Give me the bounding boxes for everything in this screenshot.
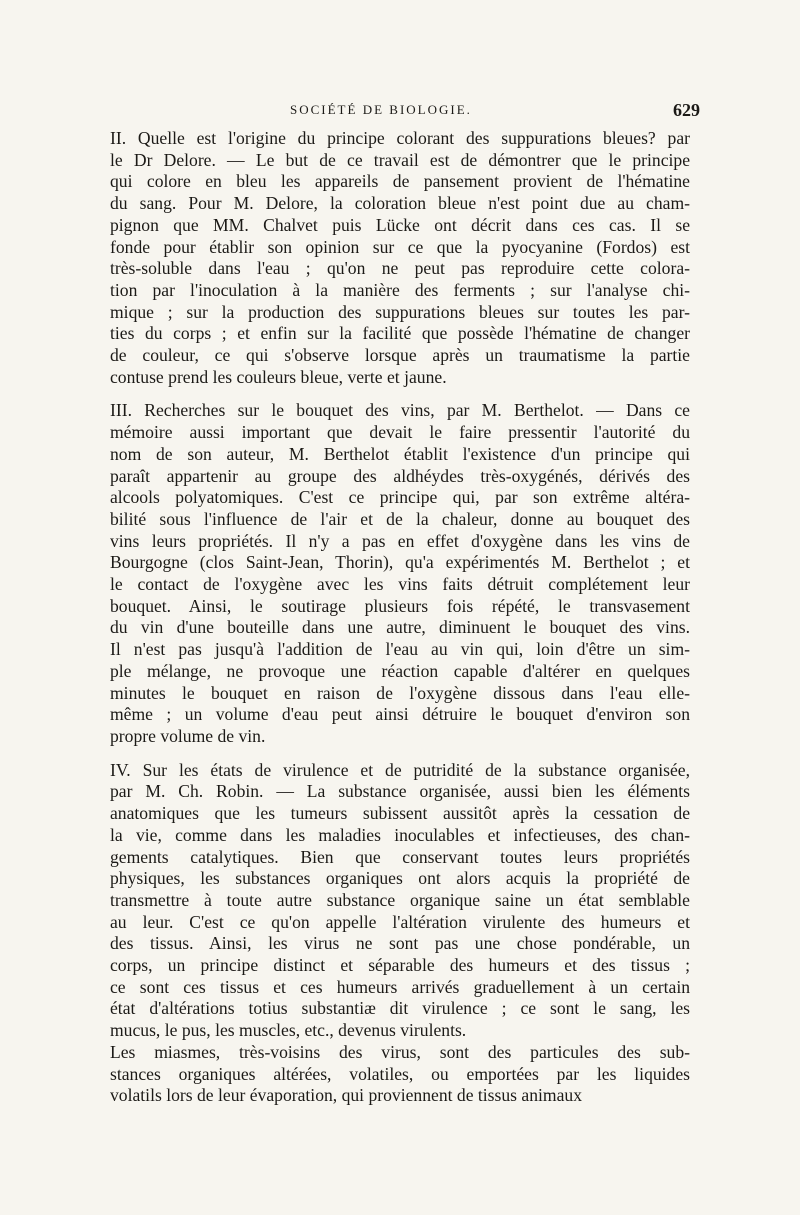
text-line: le contact de l'oxygène avec les vins faits détruit complétement leur [110, 574, 690, 595]
section-iii-paragraph [110, 400, 690, 747]
text-line: très-soluble dans l'eau ; qu'on ne peut pas reproduire cette colora- [110, 258, 690, 279]
text-line: contuse prend les couleurs bleue, verte et jaune. [110, 366, 447, 387]
text-line: mémoire aussi important que devait le faire pressentir l'autorité du [110, 422, 690, 443]
text-line: anatomiques que les tumeurs subissent aussitôt après la cessation de [110, 803, 690, 824]
text-line: paraît appartenir au groupe des aldhéydes très-oxygénés, dérivés des [110, 465, 690, 486]
text-line: bilité sous l'influence de l'air et de la chaleur, donne au bouquet des [110, 508, 690, 529]
text-line: gements catalytiques. Bien que conservant toutes leurs propriétés [110, 846, 690, 867]
text-line: bouquet. Ainsi, le soutirage plusieurs fois répété, le transvasement [110, 595, 690, 616]
text-line: ce sont ces tissus et ces humeurs arrivés graduellement à un certain [110, 976, 690, 997]
text-line: II. Quelle est l'origine du principe colorant des suppurations bleues? par [110, 128, 690, 148]
running-head: SOCIÉTÉ DE BIOLOGIE. [290, 102, 472, 117]
section-iv-paragraph [110, 760, 690, 1042]
text-line: corps, un principe distinct et séparable des humeurs et des tissus ; [110, 955, 690, 976]
text-line: volatils lors de leur évaporation, qui proviennent de tissus animaux [110, 1085, 582, 1106]
text-line: Bourgogne (clos Saint-Jean, Thorin), qu'a expérimentés M. Berthelot ; et [110, 552, 690, 573]
text-line: stances organiques altérées, volatiles, ou emportées par les liquides [110, 1063, 690, 1084]
text-line: le Dr Delore. — Le but de ce travail est de démontrer que le principe [110, 149, 690, 170]
text-line: qui colore en bleu les appareils de pansement provient de l'hématine [110, 171, 690, 192]
page-header [110, 92, 700, 122]
text-line: IV. Sur les états de virulence et de putridité de la substance organisée, [110, 759, 690, 780]
text-line: fonde pour établir son opinion sur ce que la pyocyanine (Fordos) est [110, 236, 690, 257]
text-line: ties du corps ; et enfin sur la facilité que possède l'hématine de changer [110, 323, 690, 344]
text-line: minutes le bouquet en raison de l'oxygène dissous dans l'eau elle- [110, 682, 690, 703]
text-line: au leur. C'est ce qu'on appelle l'altération virulente des humeurs et [110, 911, 690, 932]
text-line: transmettre à toute autre substance organique saine un état semblable [110, 889, 690, 910]
section-ii-paragraph [110, 128, 690, 388]
text-line: physiques, les substances organiques ont alors acquis la propriété de [110, 868, 690, 889]
text-line: Les miasmes, très-voisins des virus, sont des particules des sub- [110, 1041, 690, 1062]
text-line: vins leurs propriétés. Il n'y a pas en effet d'oxygène dans les vins de [110, 530, 690, 551]
text-line: pignon que MM. Chalvet puis Lücke ont décrit dans ces cas. Il se [110, 214, 690, 235]
text-line: alcools polyatomiques. C'est ce principe qui, par son extrême altéra- [110, 487, 690, 508]
text-line: état d'altérations totius substantiæ dit virulence ; ce sont le sang, les [110, 998, 690, 1019]
text-line: ple mélange, ne provoque une réaction capable d'altérer en quelques [110, 660, 690, 681]
text-line: par M. Ch. Robin. — La substance organisée, aussi bien les éléments [110, 781, 690, 802]
page [110, 92, 700, 1107]
page-number: 629 [673, 100, 700, 120]
text-line: du sang. Pour M. Delore, la coloration bleue n'est point due au cham- [110, 193, 690, 214]
text-line: tion par l'inoculation à la manière des ferments ; sur l'analyse chi- [110, 279, 690, 300]
text-line: mique ; sur la production des suppurations bleues sur toutes les par- [110, 301, 690, 322]
text-line: du vin d'une bouteille dans une autre, diminuent le bouquet des vins. [110, 617, 690, 638]
text-line: propre volume de vin. [110, 725, 266, 746]
text-line: mucus, le pus, les muscles, etc., devenus virulents. [110, 1020, 467, 1041]
section-iv-continuation [110, 1042, 690, 1107]
text-line: la vie, comme dans les maladies inoculables et infectieuses, des chan- [110, 824, 690, 845]
text-line: nom de son auteur, M. Berthelot établit l'existence d'un principe qui [110, 443, 690, 464]
text-line: III. Recherches sur le bouquet des vins, par M. Berthelot. — Dans ce [110, 400, 690, 421]
text-line: de couleur, ce qui s'observe lorsque après un traumatisme la partie [110, 345, 690, 366]
text-line: des tissus. Ainsi, les virus ne sont pas une chose pondérable, un [110, 933, 690, 954]
text-line: même ; un volume d'eau peut ainsi détruire le bouquet d'environ son [110, 704, 690, 725]
text-line: Il n'est pas jusqu'à l'addition de l'eau au vin qui, loin d'être un sim- [110, 639, 690, 660]
